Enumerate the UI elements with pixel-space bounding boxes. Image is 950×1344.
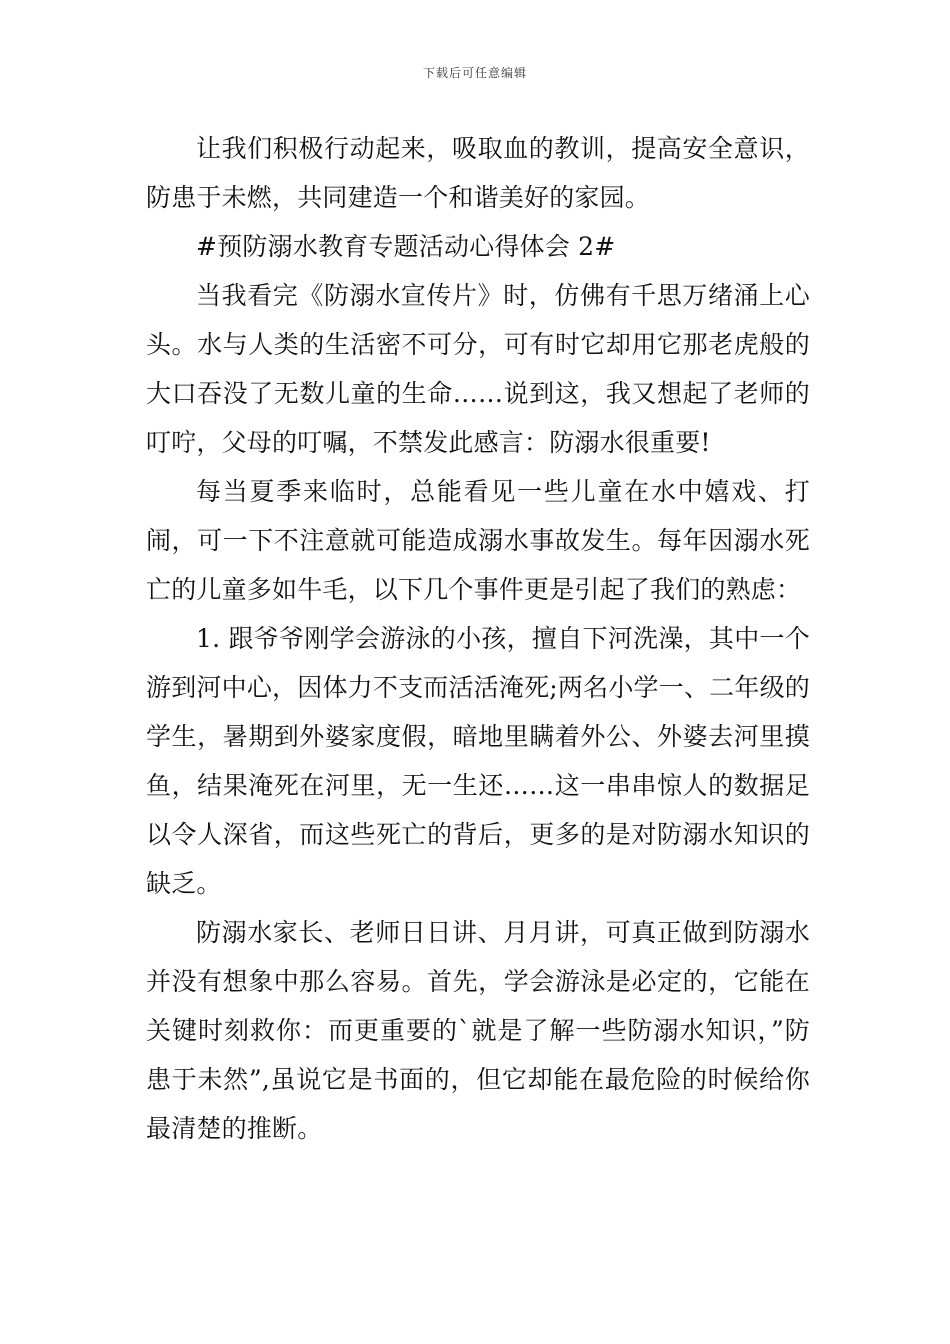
section-heading: #预防溺水教育专题活动心得体会 2# bbox=[196, 232, 616, 261]
paragraph-summer: 每当夏季来临时，总能看见一些儿童在水中嬉戏、打闹，可一下不注意就可能造成溺水事故发生。每年因溺水死亡的儿童多如牛毛，以下几个事件更是引起了我们的熟虑： bbox=[146, 477, 810, 604]
paragraph-prevention: 防溺水家长、老师日日讲、月月讲，可真正做到防溺水并没有想象中那么容易。首先，学会游泳是必定的，它能在关键时刻救你：而更重要的`就是了解一些防溺水知识，”防患于未然”,虽说它是书面的，但它却能在最危险的时候给你最清楚的推断。 bbox=[146, 918, 810, 1143]
paragraph-closing-call: 让我们积极行动起来，吸取血的教训，提高安全意识，防患于未燃，共同建造一个和谐美好的家园。 bbox=[146, 134, 810, 212]
document-body bbox=[146, 124, 810, 1153]
paragraph-intro: 当我看完《防溺水宣传片》时，仿佛有千思万绪涌上心头。水与人类的生活密不可分，可有时它却用它那老虎般的大口吞没了无数儿童的生命……说到这，我又想起了老师的叮咛，父母的叮嘱，不禁发此感言：防溺水很重要! bbox=[146, 281, 810, 457]
header-note: 下载后可任意编辑 bbox=[422, 66, 527, 80]
paragraph-incidents: 1. 跟爷爷刚学会游泳的小孩，擅自下河洗澡，其中一个游到河中心，因体力不支而活活淹死;两名小学一、二年级的学生，暑期到外婆家度假，暗地里瞒着外公、外婆去河里摸鱼，结果淹死在河里，无一生还……这一串串惊人的数据足以令人深省，而这些死亡的背后，更多的是对防溺水知识的缺乏。 bbox=[146, 624, 810, 898]
